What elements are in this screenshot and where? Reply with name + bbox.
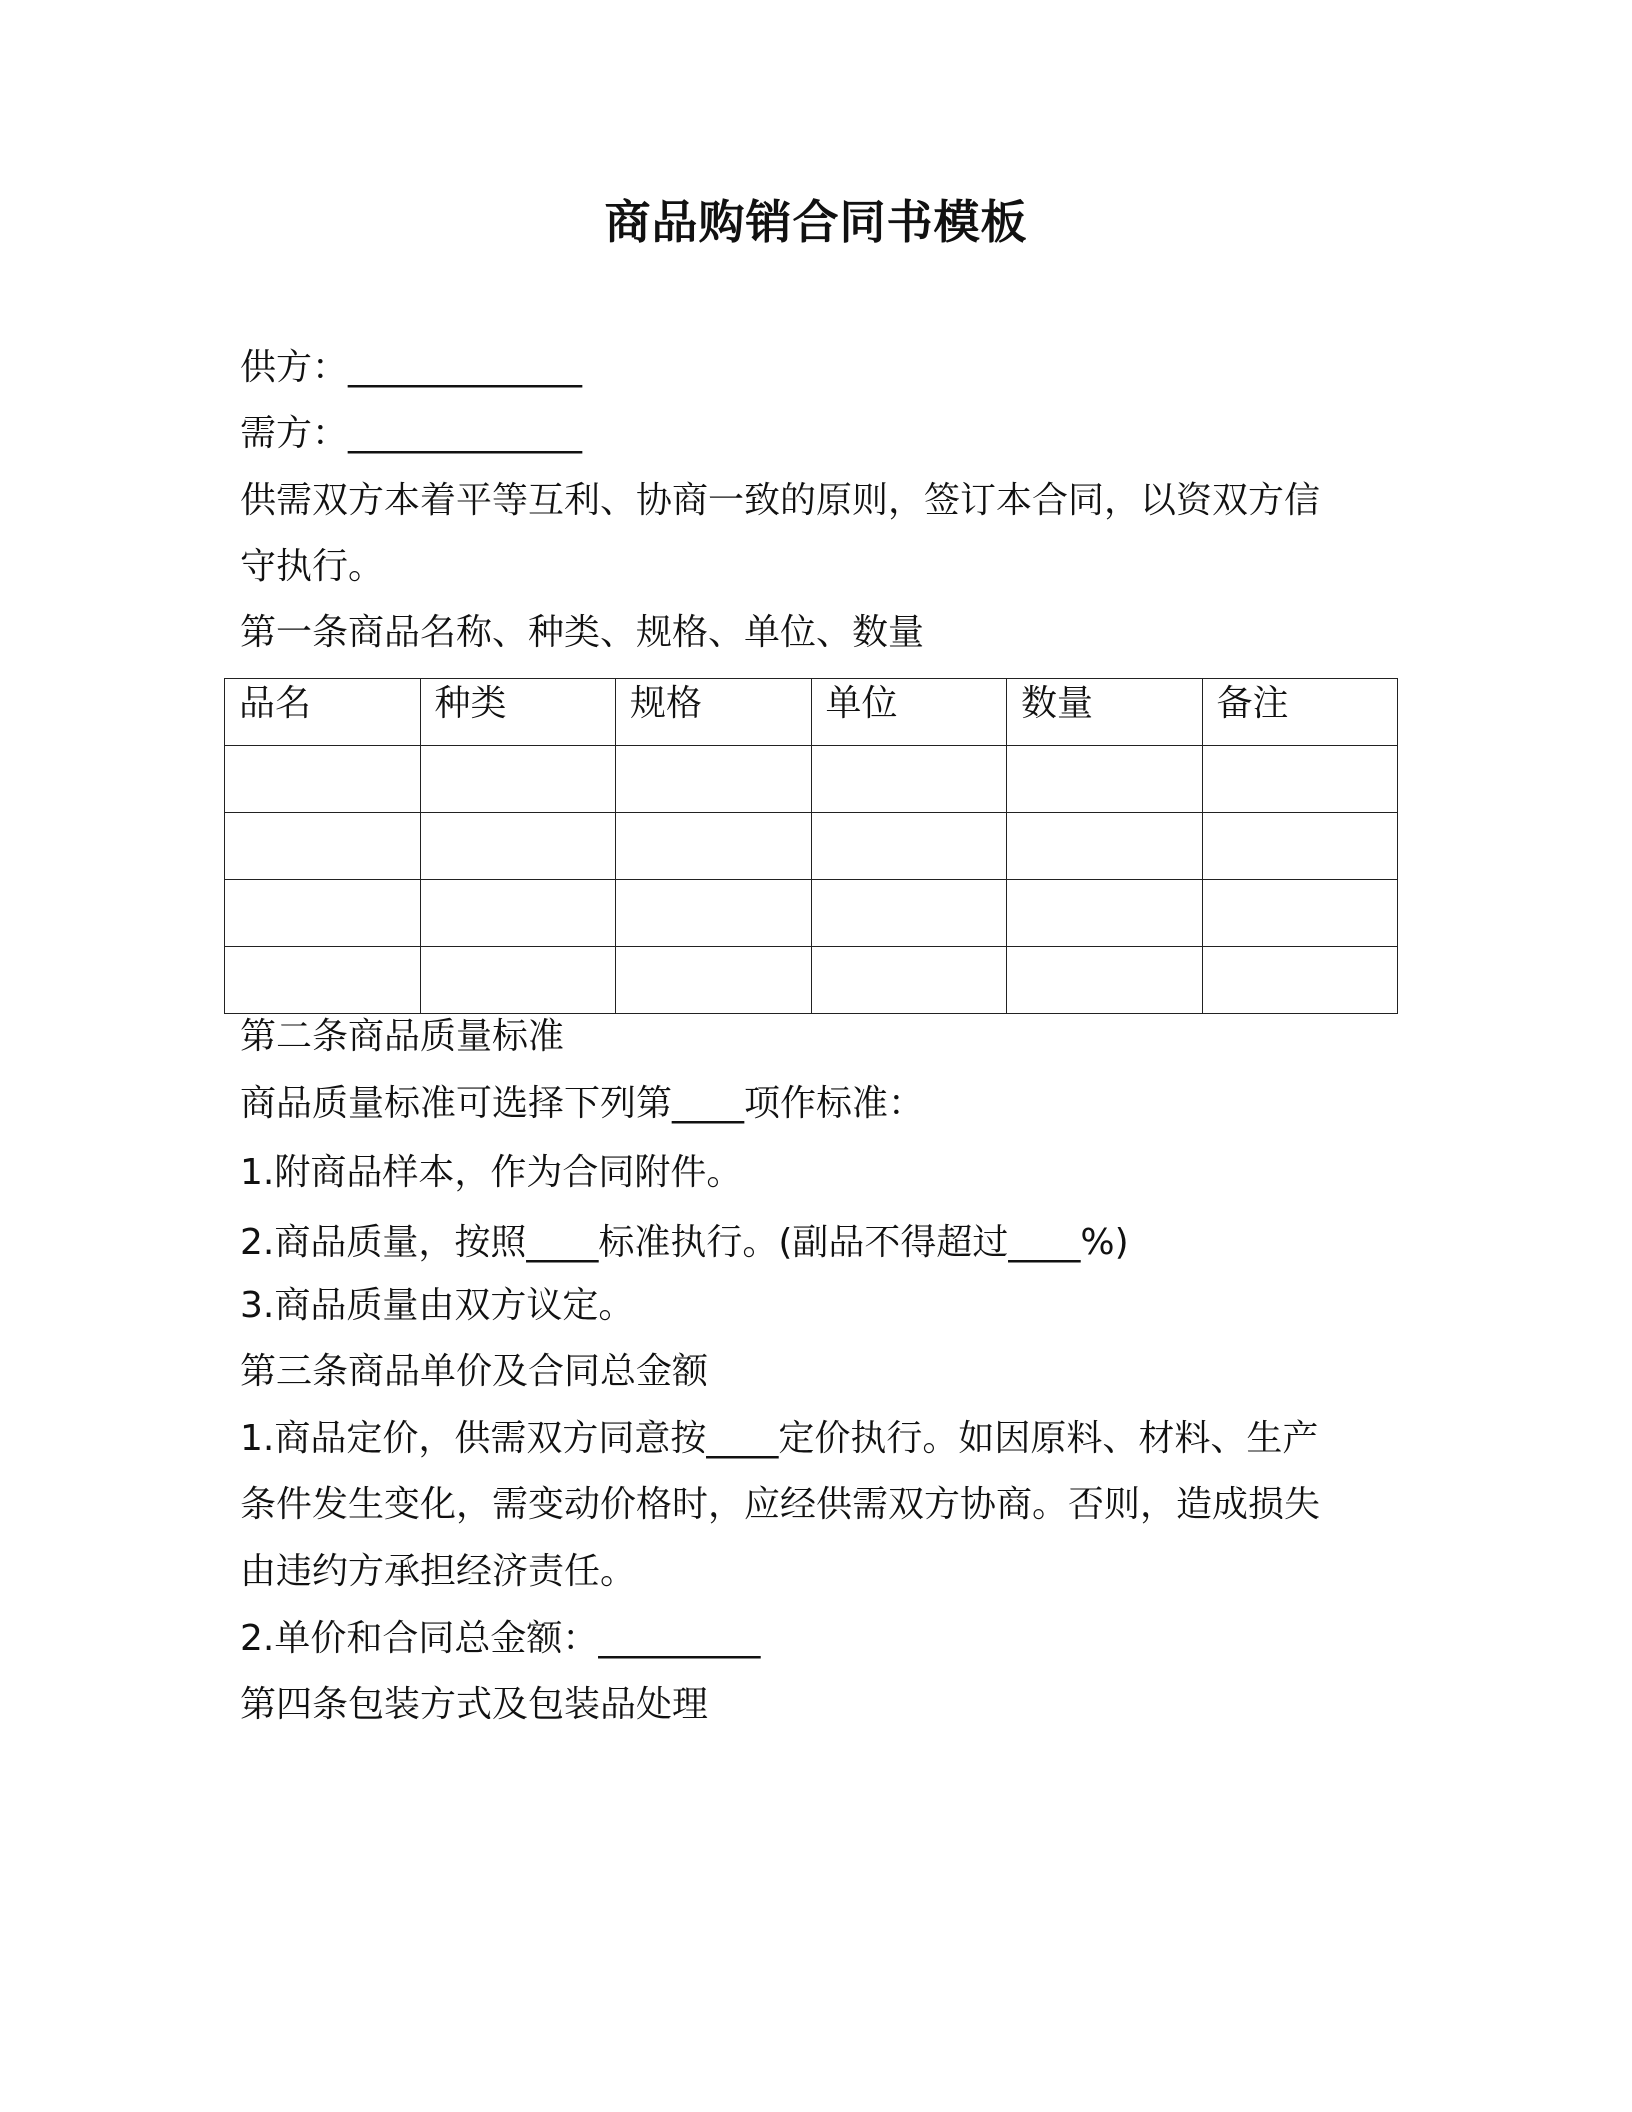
- table-row: [225, 813, 1398, 880]
- table-header-cell: 单位: [811, 679, 1007, 746]
- table-header-cell: 备注: [1202, 679, 1398, 746]
- article-1-title: 第一条商品名称、种类、规格、单位、数量: [240, 612, 925, 653]
- table-cell: [420, 947, 616, 1014]
- article-3-item: 2.单价和合同总金额：_________: [240, 1618, 761, 1659]
- table-cell: [420, 813, 616, 880]
- intro-line: 供需双方本着平等互利、协商一致的原则，签订本合同，以资双方信: [240, 480, 1321, 521]
- table-cell: [811, 813, 1007, 880]
- article-3-title: 第三条商品单价及合同总金额: [240, 1351, 709, 1392]
- table-row: [225, 947, 1398, 1014]
- table-cell: [420, 880, 616, 947]
- table-header-cell: 数量: [1007, 679, 1203, 746]
- table-cell: [616, 813, 812, 880]
- table-cell: [811, 880, 1007, 947]
- table-cell: [616, 880, 812, 947]
- table-cell: [225, 813, 421, 880]
- table-cell: [1007, 880, 1203, 947]
- table-cell: [1202, 880, 1398, 947]
- table-cell: [811, 746, 1007, 813]
- article-2-item: 3.商品质量由双方议定。: [240, 1285, 635, 1326]
- buyer-line: 需方：_____________: [240, 413, 583, 454]
- table-cell: [1202, 746, 1398, 813]
- table-cell: [1007, 746, 1203, 813]
- table-cell: [1007, 813, 1203, 880]
- table-cell: [1202, 947, 1398, 1014]
- article-2-title: 第二条商品质量标准: [240, 1016, 565, 1057]
- article-3-item: 1.商品定价，供需双方同意按____定价执行。如因原料、材料、生产: [240, 1418, 1319, 1459]
- table-header-row: [225, 679, 1398, 746]
- table-cell: [225, 947, 421, 1014]
- table-cell: [616, 947, 812, 1014]
- table-cell: [225, 880, 421, 947]
- table-header-cell: 种类: [420, 679, 616, 746]
- table-header-cell: 品名: [225, 679, 421, 746]
- table-cell: [1007, 947, 1203, 1014]
- table-cell: [420, 746, 616, 813]
- document-title: 商品购销合同书模板: [604, 195, 1028, 249]
- intro-line: 守执行。: [240, 546, 385, 587]
- goods-table: [224, 678, 1398, 1014]
- supplier-line: 供方：_____________: [240, 347, 583, 388]
- table-row: [225, 880, 1398, 947]
- article-4-title: 第四条包装方式及包装品处理: [240, 1684, 709, 1725]
- article-2-item: 2.商品质量，按照____标准执行。(副品不得超过____%): [240, 1222, 1129, 1263]
- article-3-item: 条件发生变化，需变动价格时，应经供需双方协商。否则，造成损失: [240, 1484, 1321, 1525]
- article-3-item: 由违约方承担经济责任。: [240, 1551, 637, 1592]
- article-2-line: 商品质量标准可选择下列第____项作标准：: [240, 1083, 925, 1124]
- table-cell: [811, 947, 1007, 1014]
- table-row: [225, 746, 1398, 813]
- article-2-item: 1.附商品样本，作为合同附件。: [240, 1152, 743, 1193]
- table-cell: [225, 746, 421, 813]
- table-cell: [616, 746, 812, 813]
- table-header-cell: 规格: [616, 679, 812, 746]
- table-cell: [1202, 813, 1398, 880]
